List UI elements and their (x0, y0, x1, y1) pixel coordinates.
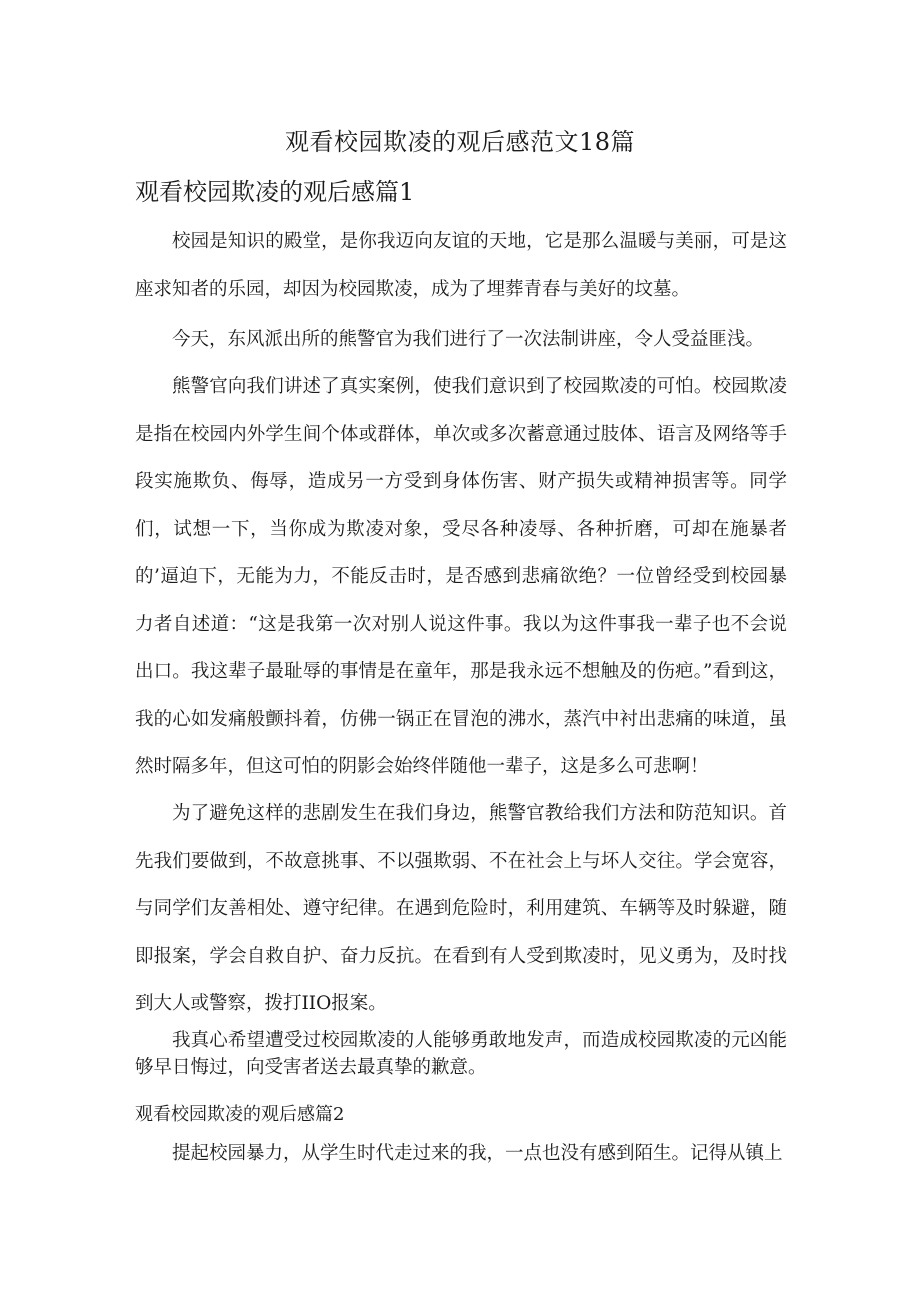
document-title: 观看校园欺凌的观后感范文18篇 (284, 128, 636, 156)
paragraph: 我真心希望遭受过校园欺凌的人能够勇敢地发声，而造成校园欺凌的元凶能够早日悔过，向受害者送去最真挚的歉意。 (135, 1030, 787, 1078)
paragraph: 为了避免这样的悲剧发生在我们身边，熊警官教给我们方法和防范知识。首先我们要做到，不故意挑事、不以强欺弱、不在社会上与坏人交往。学会宽容，与同学们友善相处、遵守纪律。在遇到危险时，利用建筑、车辆等及时躲避，随即报案，学会自救自护、奋力反抗。在看到有人受到欺凌时，见义勇为，及时找到大人或警察，拨打IIO报案。 (135, 803, 787, 1014)
paragraph: 提起校园暴力，从学生时代走过来的我，一点也没有感到陌生。记得从镇上 (172, 1143, 783, 1164)
paragraph: 熊警官向我们讲述了真实案例，使我们意识到了校园欺凌的可怕。校园欺凌是指在校园内外学生间个体或群体，单次或多次蓄意通过肢体、语言及网络等手段实施欺负、侮辱，造成另一方受到身体伤害、财产损失或精神损害等。同学们，试想一下，当你成为欺凌对象，受尽各种凌辱、各种折磨，可却在施暴者的’逼迫下，无能为力，不能反击时，是否感到悲痛欲绝？一位曾经受到校园暴力者自述道：“这是我第一次对别人说这件事。我以为这件事我一辈子也不会说出口。我这辈子最耻辱的事情是在童年，那是我永远不想触及的伤疤。”看到这，我的心如发痛般颤抖着，仿佛一锅正在冒泡的沸水，蒸汽中衬出悲痛的味道，虽然时隔多年，但这可怕的阴影会始终伴随他一辈子，这是多么可悲啊！ (135, 376, 787, 777)
paragraph: 校园是知识的殿堂，是你我迈向友谊的天地，它是那么温暖与美丽，可是这座求知者的乐园，却因为校园欺凌，成为了埋葬青春与美好的坟墓。 (135, 231, 787, 300)
section-heading-2: 观看校园欺凌的观后感篇2 (135, 1104, 345, 1125)
paragraph: 今天，东风派出所的熊警官为我们进行了一次法制讲座，令人受益匪浅。 (172, 329, 765, 350)
section-heading-1: 观看校园欺凌的观后感篇1 (135, 178, 415, 206)
